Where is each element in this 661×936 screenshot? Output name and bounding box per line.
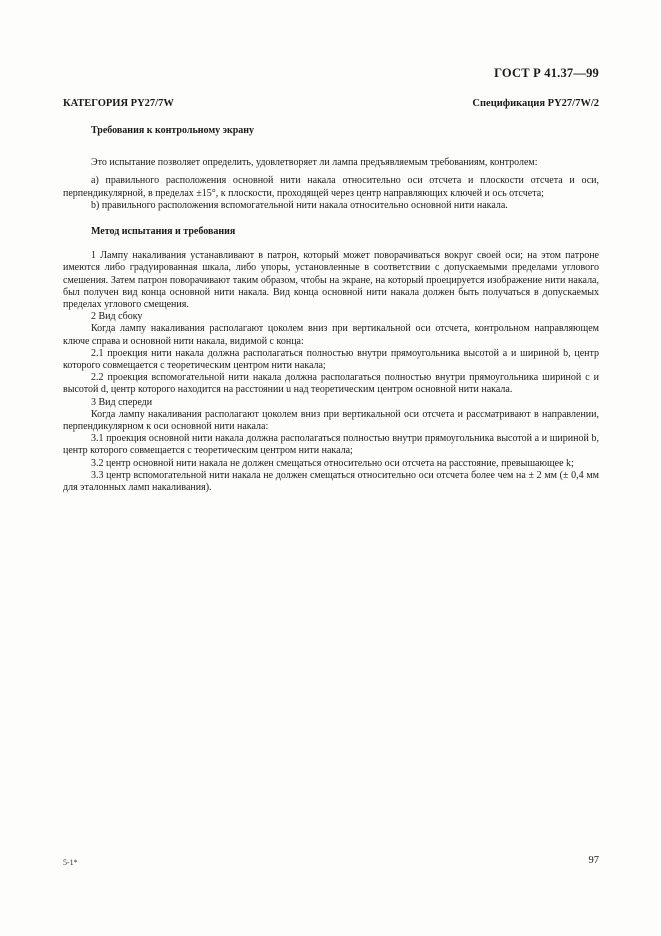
paragraph: 3.3 центр вспомогательной нити накала не должен смещаться относительно оси отсчета более чем на ± 2 мм (± 0,4 мм для эталонных ламп накаливания). — [63, 469, 599, 494]
paragraph: 3 Вид спереди — [91, 396, 153, 408]
document-body — [63, 120, 599, 494]
paragraph: 2 Вид сбоку — [91, 311, 143, 323]
standard-code: ГОСТ Р 41.37—99 — [494, 66, 599, 80]
paragraph: Когда лампу накаливания располагают цоколем вниз при вертикальной оси отсчета, контрольном направляющем ключе справа и основной нити накала, видимой с конца: — [63, 323, 599, 347]
footer-mark: 5-1* — [63, 858, 78, 867]
paragraph: 3.2 центр основной нити накала не должен смещаться относительно оси отсчета на расстояние, превышающее k; — [91, 457, 574, 469]
section-heading-screen-requirements: Требования к контрольному экрану — [91, 125, 255, 136]
section-heading-test-method: Метод испытания и требования — [91, 226, 236, 238]
page-number: 97 — [588, 855, 599, 866]
category-title: КАТЕГОРИЯ PY27/7W — [63, 98, 174, 109]
specification-title: Спецификация PY27/7W/2 — [472, 98, 599, 109]
paragraph: а) правильного расположения основной нити накала относительно оси отсчета и плоскости отсчета и оси, перпендикулярной, в пределах ±15°, к плоскости, проходящей через центр направляющих ключей и ось отсчета; — [63, 175, 599, 199]
paragraph: 2.2 проекция вспомогательной нити накала должна располагаться полностью внутри прямоугольника шириной c и высотой d, центр которого находится на расстоянии u над теоретическим центром основной нити накала. — [63, 372, 599, 396]
paragraph: Это испытание позволяет определить, удовлетворяет ли лампа предъявляемым требованиям, контролем: — [91, 157, 538, 169]
paragraph: 1 Лампу накаливания устанавливают в патрон, который может поворачиваться вокруг своей оси; на этом патроне имеются либо градуированная шкала, либо упоры, установленные в соответствии с допускаемыми пределами углового смешения. Затем патрон поворачивают таким образом, чтобы на экране, на который проецируется изображение нити накала, был получен вид конца основной нити накала. Вид конца основной нити накала должен быть получаться в допускаемых пределах углового смещения. — [63, 250, 599, 311]
paragraph: 3.1 проекция основной нити накала должна располагаться полностью внутри прямоугольника высотой a и шириной b, центр которого совмещается с теоретическим центром нити накала; — [63, 433, 599, 457]
header-row — [63, 98, 599, 109]
paragraph: Когда лампу накаливания располагают цоколем вниз при вертикальной оси отсчета и рассматривают в направлении, перпендикулярном к оси основной нити накала: — [63, 408, 599, 433]
paragraph: 2.1 проекция нити накала должна располагаться полностью внутри прямоугольника высотой a и шириной b, центр которого совмещается с теоретическим центром нити накала; — [63, 347, 599, 372]
paragraph: b) правильного расположения вспомогательной нити накала относительно основной нити накала. — [91, 199, 508, 211]
